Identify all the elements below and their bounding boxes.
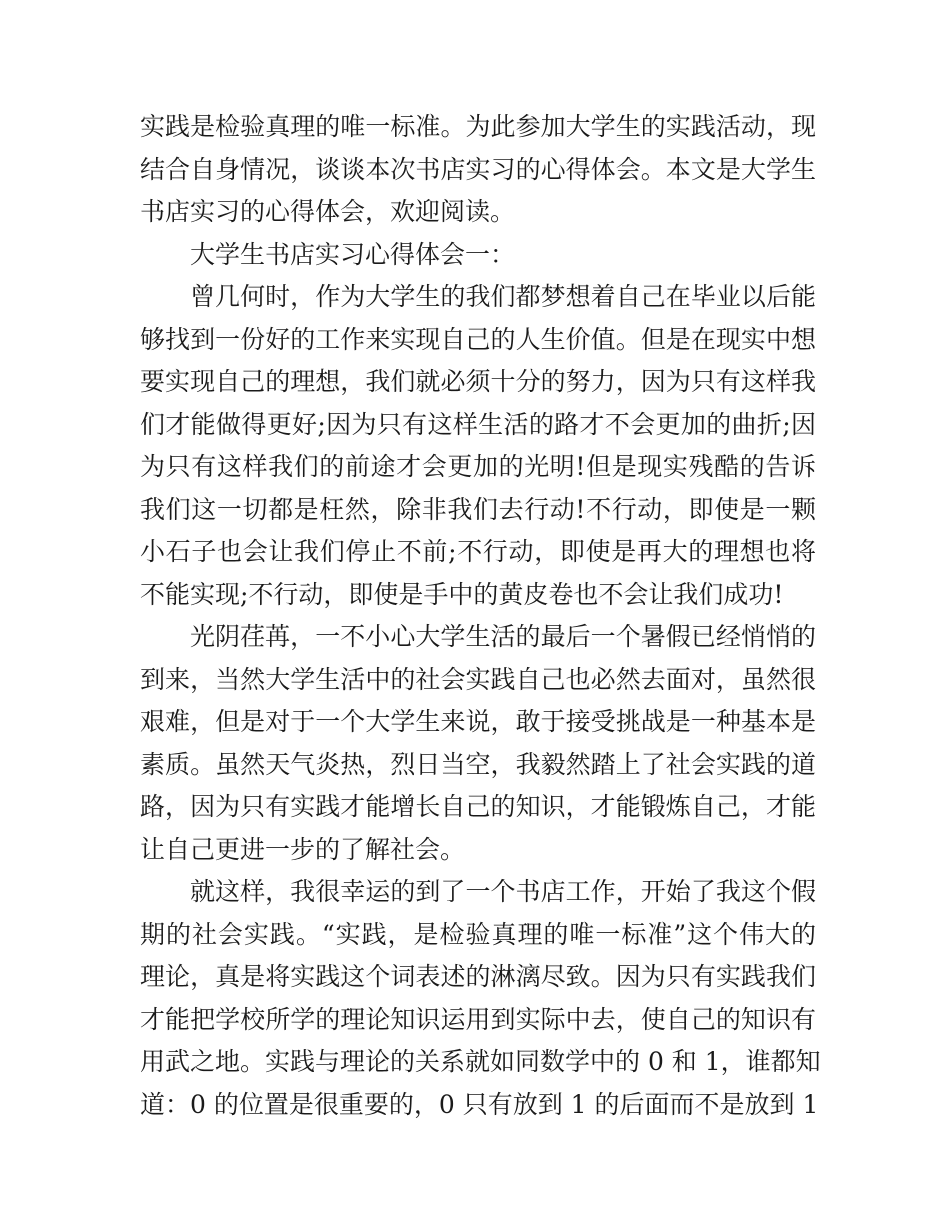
text-line: 光阴荏苒，一不小心大学生活的最后一个暑假已经悄悄的 xyxy=(190,622,816,651)
text-line: 书店实习的心得体会，欢迎阅读。 xyxy=(140,197,516,226)
text-line: 就这样，我很幸运的到了一个书店工作，开始了我这个假 xyxy=(190,877,816,906)
text-line: 不能实现;不行动，即使是手中的黄皮卷也不会让我们成功! xyxy=(140,579,784,609)
text-line: 实践是检验真理的唯一标准。为此参加大学生的实践活动，现 xyxy=(140,112,816,141)
text-line: 要实现自己的理想，我们就必须十分的努力，因为只有这样我 xyxy=(140,367,816,396)
text-line: 们才能做得更好;因为只有这样生活的路才不会更加的曲折;因 xyxy=(140,409,816,439)
text-line: 让自己更进一步的了解社会。 xyxy=(140,834,466,864)
text-line: 为只有这样我们的前途才会更加的光明!但是现实残酷的告诉 xyxy=(140,452,816,481)
text-line: 路，因为只有实践才能增长自己的知识，才能锻炼自己，才能 xyxy=(140,792,816,821)
text-line: 道：0 的位置是很重要的，0 只有放到 1 的后面而不是放到 1 xyxy=(140,1089,819,1119)
text-line: 曾几何时，作为大学生的我们都梦想着自己在毕业以后能 xyxy=(190,282,816,311)
text-line: 理论，真是将实践这个词表述的淋漓尽致。因为只有实践我们 xyxy=(140,962,816,991)
document-body xyxy=(140,106,821,1126)
text-line: 艰难，但是对于一个大学生来说，敢于接受挑战是一种基本是 xyxy=(140,707,816,736)
text-line: 素质。虽然天气炎热，烈日当空，我毅然踏上了社会实践的道 xyxy=(140,749,816,779)
text-line: 我们这一切都是枉然，除非我们去行动!不行动，即使是一颗 xyxy=(140,494,816,524)
text-line: 小石子也会让我们停止不前;不行动，即使是再大的理想也将 xyxy=(140,537,816,566)
text-line: 用武之地。实践与理论的关系就如同数学中的 0 和 1，谁都知 xyxy=(140,1047,821,1076)
text-line: 到来，当然大学生活中的社会实践自己也必然去面对，虽然很 xyxy=(140,664,816,694)
text-line: 才能把学校所学的理论知识运用到实际中去，使自己的知识有 xyxy=(140,1004,816,1034)
text-line: 期的社会实践。“实践，是检验真理的唯一标准”这个伟大的 xyxy=(140,919,816,949)
section-heading: 大学生书店实习心得体会一： xyxy=(190,239,516,269)
text-line: 结合自身情况，谈谈本次书店实习的心得体会。本文是大学生 xyxy=(140,154,816,184)
text-line: 够找到一份好的工作来实现自己的人生价值。但是在现实中想 xyxy=(140,324,816,354)
